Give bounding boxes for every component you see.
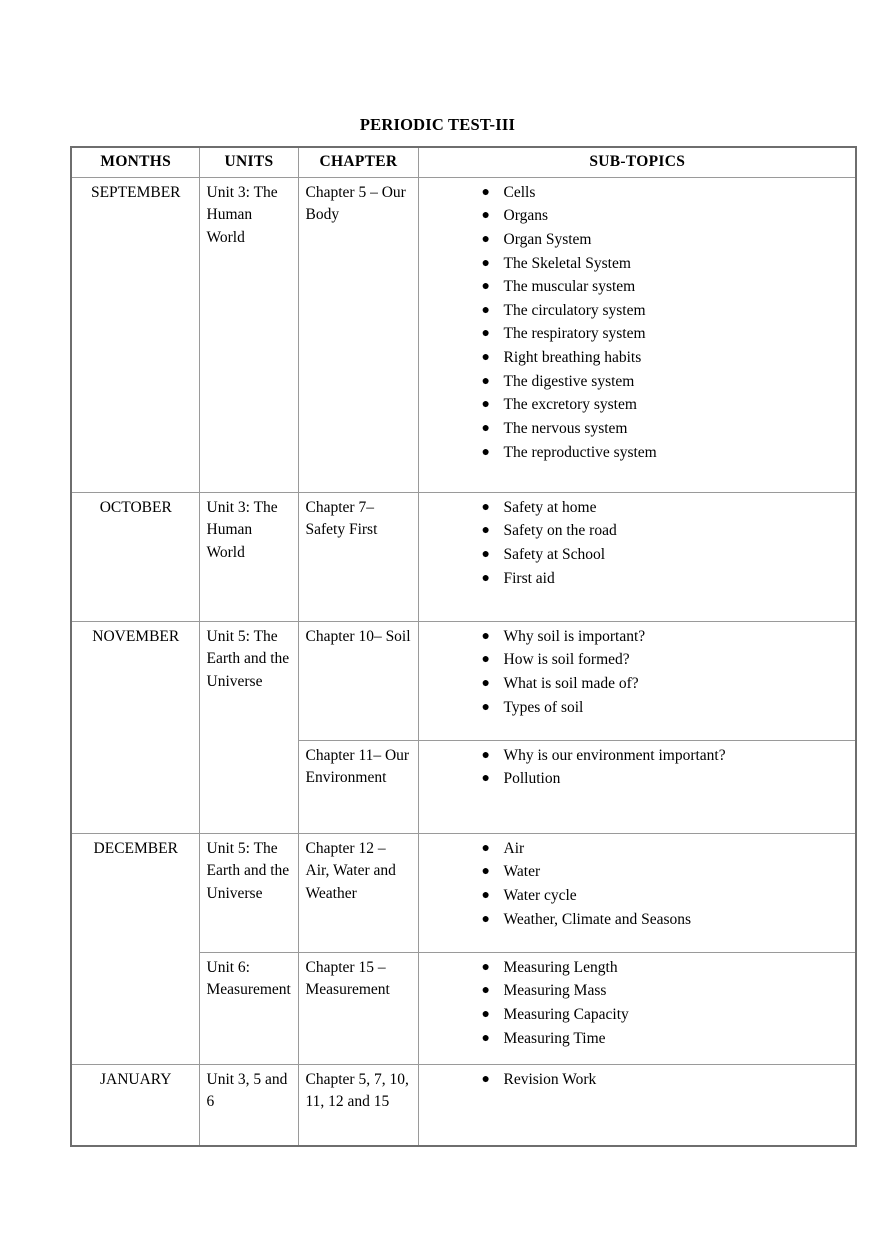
cell-subtopics [418,1064,856,1146]
column-header-months: MONTHS [71,147,199,177]
table-row [71,492,856,621]
bullet-icon: ● [481,570,490,586]
subtopic-label: The excretory system [503,396,637,414]
subtopic-label: The Skeletal System [503,254,631,272]
cell-subtopics [418,177,856,492]
subtopic-label: Organ System [503,230,592,248]
subtopic-label: Safety on the road [503,522,617,540]
bullet-icon: ● [481,523,490,539]
subtopic-label: Measuring Capacity [503,1005,629,1023]
page-title: PERIODIC TEST-III [359,115,516,134]
subtopic-item [482,568,850,591]
bullet-icon: ● [481,864,490,880]
subtopic-item [482,544,850,567]
subtopic-item [482,497,850,520]
subtopic-label: Why soil is important? [503,627,646,645]
subtopic-label: What is soil made of? [503,674,639,692]
subtopic-label: The digestive system [503,372,635,390]
bullet-icon: ● [481,1071,490,1087]
subtopic-item [482,1004,850,1027]
syllabus-table [70,146,857,1147]
cell-unit: Unit 3, 5 and 6 [199,1064,298,1146]
subtopic-item [482,442,850,465]
subtopic-label: The circulatory system [503,301,646,319]
subtopic-label: Right breathing habits [503,349,642,366]
subtopic-label: Why is our environment important? [503,746,726,764]
column-header-units: UNITS [199,147,298,177]
bullet-icon: ● [481,326,490,342]
cell-month: OCTOBER [71,492,199,621]
subtopic-item [482,323,850,346]
cell-chapter: Chapter 5 – Our Body [298,177,418,492]
subtopic-list [426,838,850,932]
cell-subtopics [418,492,856,621]
table-header-row [71,147,856,177]
bullet-icon: ● [481,983,490,999]
table-row [71,621,856,740]
subtopic-item [482,418,850,441]
subtopic-item [482,205,850,228]
bullet-icon: ● [481,499,490,515]
subtopic-label: Revision Work [503,1070,597,1088]
subtopic-item [482,1069,850,1092]
table-row [71,833,856,952]
subtopic-list [426,745,850,791]
subtopic-item [482,347,850,370]
subtopic-item [482,520,850,543]
subtopic-label: How is soil formed? [503,651,630,669]
bullet-icon: ● [481,231,490,247]
table-row [71,177,856,492]
bullet-icon: ● [481,302,490,318]
bullet-icon: ● [481,255,490,271]
subtopic-label: Measuring Length [503,958,618,976]
cell-unit: Unit 5: The Earth and the Universe [199,833,298,952]
subtopic-label: Types of soil [503,698,584,716]
subtopic-item [482,229,850,252]
subtopic-label: The muscular system [503,278,636,296]
subtopic-item [482,957,850,980]
subtopic-item [482,649,850,672]
cell-unit: Unit 3: The Human World [199,177,298,492]
subtopic-label: Organs [503,207,548,225]
cell-subtopics [418,740,856,833]
bullet-icon: ● [481,1030,490,1046]
cell-chapter: Chapter 5, 7, 10, 11, 12 and 15 [298,1064,418,1146]
bullet-icon: ● [481,911,490,927]
subtopic-list [426,1069,850,1092]
subtopic-list [426,497,850,591]
bullet-icon: ● [481,675,490,691]
bullet-icon: ● [481,747,490,763]
subtopic-label: Measuring Time [503,1029,606,1047]
cell-unit: Unit 3: The Human World [199,492,298,621]
bullet-icon: ● [481,397,490,413]
cell-chapter: Chapter 10– Soil [298,621,418,740]
subtopic-label: The reproductive system [503,443,657,461]
bullet-icon: ● [481,840,490,856]
subtopic-item [482,909,850,932]
subtopic-item [482,745,850,768]
subtopic-item [482,394,850,417]
bullet-icon: ● [481,444,490,460]
cell-subtopics [418,952,856,1064]
bullet-icon: ● [481,420,490,436]
subtopic-list [426,182,850,465]
subtopic-label: Water cycle [503,886,577,904]
subtopic-label: The nervous system [503,419,628,437]
bullet-icon: ● [481,959,490,975]
subtopic-item [482,253,850,276]
bullet-icon: ● [481,771,490,787]
subtopic-item [482,768,850,791]
subtopic-item [482,182,850,205]
bullet-icon: ● [481,628,490,644]
subtopic-label: Safety at home [503,498,597,516]
cell-chapter: Chapter 15 – Measurement [298,952,418,1064]
bullet-icon: ● [481,1006,490,1022]
subtopic-item [482,371,850,394]
cell-subtopics [418,621,856,740]
subtopic-item [482,838,850,861]
subtopic-item [482,697,850,720]
subtopic-label: Air [503,839,525,857]
bullet-icon: ● [481,279,490,295]
bullet-icon: ● [481,652,490,668]
cell-unit: Unit 6: Measurement [199,952,298,1064]
subtopic-label: Measuring Mass [503,982,607,1000]
cell-unit: Unit 5: The Earth and the Universe [199,621,298,833]
subtopic-item [482,885,850,908]
bullet-icon: ● [481,546,490,562]
cell-month: SEPTEMBER [71,177,199,492]
subtopic-label: Water [503,863,541,881]
cell-chapter: Chapter 12 – Air, Water and Weather [298,833,418,952]
subtopic-item [482,673,850,696]
subtopic-label: Pollution [503,770,561,788]
column-header-chapter: CHAPTER [298,147,418,177]
bullet-icon: ● [481,699,490,715]
subtopic-item [482,861,850,884]
subtopic-item [482,980,850,1003]
subtopic-list [426,957,850,1051]
cell-month: JANUARY [71,1064,199,1146]
subtopic-item [482,626,850,649]
subtopic-label: Weather, Climate and Seasons [503,910,692,928]
cell-subtopics [418,833,856,952]
table-row [71,1064,856,1146]
cell-chapter: Chapter 7– Safety First [298,492,418,621]
subtopic-label: Cells [503,183,536,201]
subtopic-item [482,300,850,323]
table-body [71,177,856,1146]
bullet-icon: ● [481,208,490,224]
subtopic-label: First aid [503,569,555,587]
subtopic-item [482,1028,850,1051]
subtopic-list [426,626,850,720]
subtopic-item [482,276,850,299]
subtopic-label: The respiratory system [503,325,646,343]
cell-month: DECEMBER [71,833,199,1064]
subtopic-label: Safety at School [503,545,606,563]
cell-month: NOVEMBER [71,621,199,833]
bullet-icon: ● [481,887,490,903]
bullet-icon: ● [481,373,490,389]
bullet-icon: ● [481,350,490,365]
table-header [71,147,856,177]
bullet-icon: ● [481,184,490,200]
cell-chapter: Chapter 11– Our Environment [298,740,418,833]
column-header-subtopics: SUB-TOPICS [418,147,856,177]
